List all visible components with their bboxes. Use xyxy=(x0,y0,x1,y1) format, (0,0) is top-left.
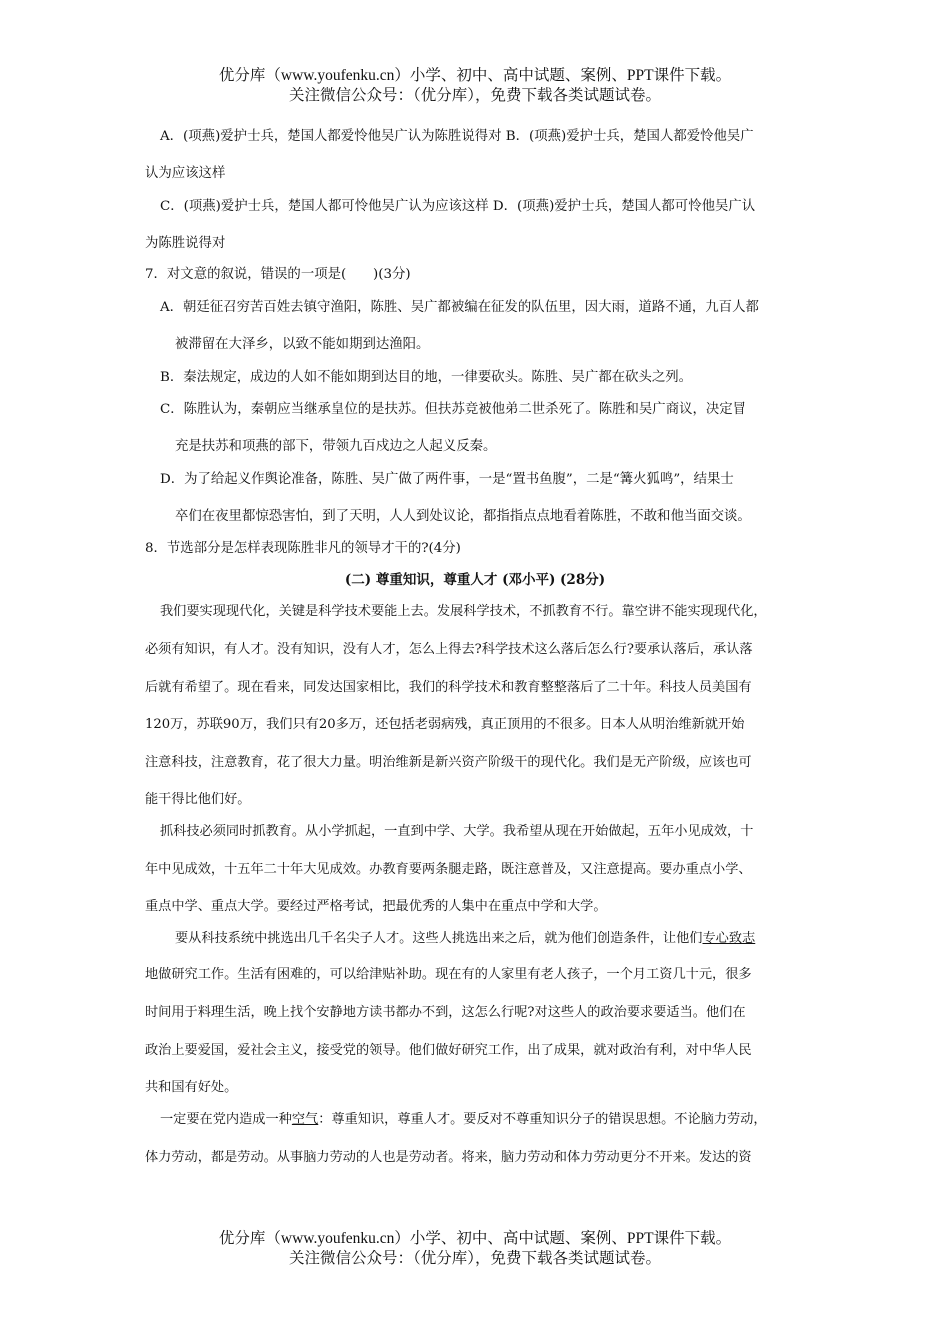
q7-stem: 7．对文意的叙说，错误的一项是( )(3分) xyxy=(145,267,411,282)
p1-line-6: 能干得比他们好。 xyxy=(145,792,251,807)
q7-option-c-cont: 充是扶苏和项燕的部下，带领九百戍边之人起义反秦。 xyxy=(175,439,497,454)
q7-option-a: A．朝廷征召穷苦百姓去镇守渔阳，陈胜、吴广都被编在征发的队伍里，因大雨，道路不通，九百人都 xyxy=(160,300,759,315)
q6-options-ab: A．(项燕)爱护士兵，楚国人都爱怜他吴广认为陈胜说得对 B．(项燕)爱护士兵，楚国人都爱怜他吴广 xyxy=(160,129,754,144)
p3-line-2: 地做研究工作。生活有困难的，可以给津贴补助。现在有的人家里有老人孩子，一个月工资几十元，很多 xyxy=(145,967,752,982)
q7-option-c: C．陈胜认为，秦朝应当继承皇位的是扶苏。但扶苏竞被他弟二世杀死了。陈胜和吴广商议，决定冒 xyxy=(160,402,747,417)
q7-option-d: D．为了给起义作舆论准备，陈胜、吴广做了两件事，一是“置书鱼腹”，二是“篝火狐鸣”，结果士 xyxy=(160,472,734,487)
q6-options-cd: C．(项燕)爱护士兵，楚国人都可怜他吴广认为应该这样 D．(项燕)爱护士兵，楚国人都可怜他吴广认 xyxy=(160,199,756,214)
p3-line-4: 政治上要爱国，爱社会主义，接受党的领导。他们做好研究工作，出了成果，就对政治有利，对中华人民 xyxy=(145,1043,752,1058)
q6-options-cd-cont: 为陈胜说得对 xyxy=(145,236,226,251)
header-line-1: 优分库（www.youfenku.cn）小学、初中、高中试题、案例、PPT课件下载。 xyxy=(218,67,732,84)
q7-option-d-cont: 卒们在夜里都惊恐害怕，到了天明，人人到处议论，都指指点点地看着陈胜，不敢和他当面交谈。 xyxy=(175,509,751,524)
q7-option-b: B．秦法规定，成边的人如不能如期到达目的地，一律要砍头。陈胜、吴广都在砍头之列。 xyxy=(160,370,693,385)
p1-line-1: 我们要实现现代化，关键是科学技术要能上去。发展科学技术，不抓教育不行。靠空讲不能实现现代化， xyxy=(160,604,767,619)
p4-underlined-term: 空气 xyxy=(291,1112,319,1127)
p3-line-1-text: 要从科技系统中挑选出几千名尖子人才。这些人挑选出来之后，就为他们创造条件，让他们 xyxy=(175,931,703,946)
p1-line-2: 必须有知识，有人才。没有知识，没有人才，怎么上得去?科学技术这么落后怎么行?要承认落后，承认落 xyxy=(145,642,753,657)
p3-line-1 xyxy=(175,929,755,949)
p2-line-1: 抓科技必须同时抓教育。从小学抓起，一直到中学、大学。我希望从现在开始做起，五年小见成效，十 xyxy=(160,824,754,839)
p2-line-3: 重点中学、重点大学。要经过严格考试，把最优秀的人集中在重点中学和大学。 xyxy=(145,899,607,914)
p3-line-5: 共和国有好处。 xyxy=(145,1080,238,1095)
p1-line-4: 120万，苏联90万，我们只有20多万，还包括老弱病残，真正顶用的不很多。日本人从明治维新就开始 xyxy=(145,717,745,732)
q8-stem: 8．节选部分是怎样表现陈胜非凡的领导才干的?(4分) xyxy=(145,541,461,556)
p3-line-3: 时间用于料理生活，晚上找个安静地方读书都办不到，这怎么行呢?对这些人的政治要求要适当。他们在 xyxy=(145,1005,746,1020)
footer-line-2: 关注微信公众号：（优分库），免费下载各类试题试卷。 xyxy=(288,1250,661,1267)
section-title: (二) 尊重知识，尊重人才 (邓小平) (28分) xyxy=(344,572,606,588)
p4-line-1-pre: 一定要在党内造成一种 xyxy=(160,1112,292,1127)
footer-line-1: 优分库（www.youfenku.cn）小学、初中、高中试题、案例、PPT课件下载。 xyxy=(218,1230,732,1247)
p4-line-2: 体力劳动，都是劳动。从事脑力劳动的人也是劳动者。将来，脑力劳动和体力劳动更分不开来。发达的资 xyxy=(145,1150,752,1165)
p4-line-1 xyxy=(160,1110,767,1130)
p4-line-1-post: ：尊重知识，尊重人才。要反对不尊重知识分子的错误思想。不论脑力劳动， xyxy=(318,1112,767,1127)
p1-line-5: 注意科技，注意教育，花了很大力量。明治维新是新兴资产阶级干的现代化。我们是无产阶级，应该也可 xyxy=(145,755,752,770)
header-line-2: 关注微信公众号：（优分库），免费下载各类试题试卷。 xyxy=(288,87,661,104)
q7-option-a-cont: 被滞留在大泽乡，以致不能如期到达渔阳。 xyxy=(175,337,430,352)
p1-line-3: 后就有希望了。现在看来，同发达国家相比，我们的科学技术和教育整整落后了二十年。科技人员美国有 xyxy=(145,680,752,695)
p3-underlined-term: 专心致志 xyxy=(702,931,756,946)
q6-options-ab-cont: 认为应该这样 xyxy=(145,166,226,181)
p2-line-2: 年中见成效，十五年二十年大见成效。办教育要两条腿走路，既注意普及，又注意提高。要办重点小学、 xyxy=(145,862,752,877)
